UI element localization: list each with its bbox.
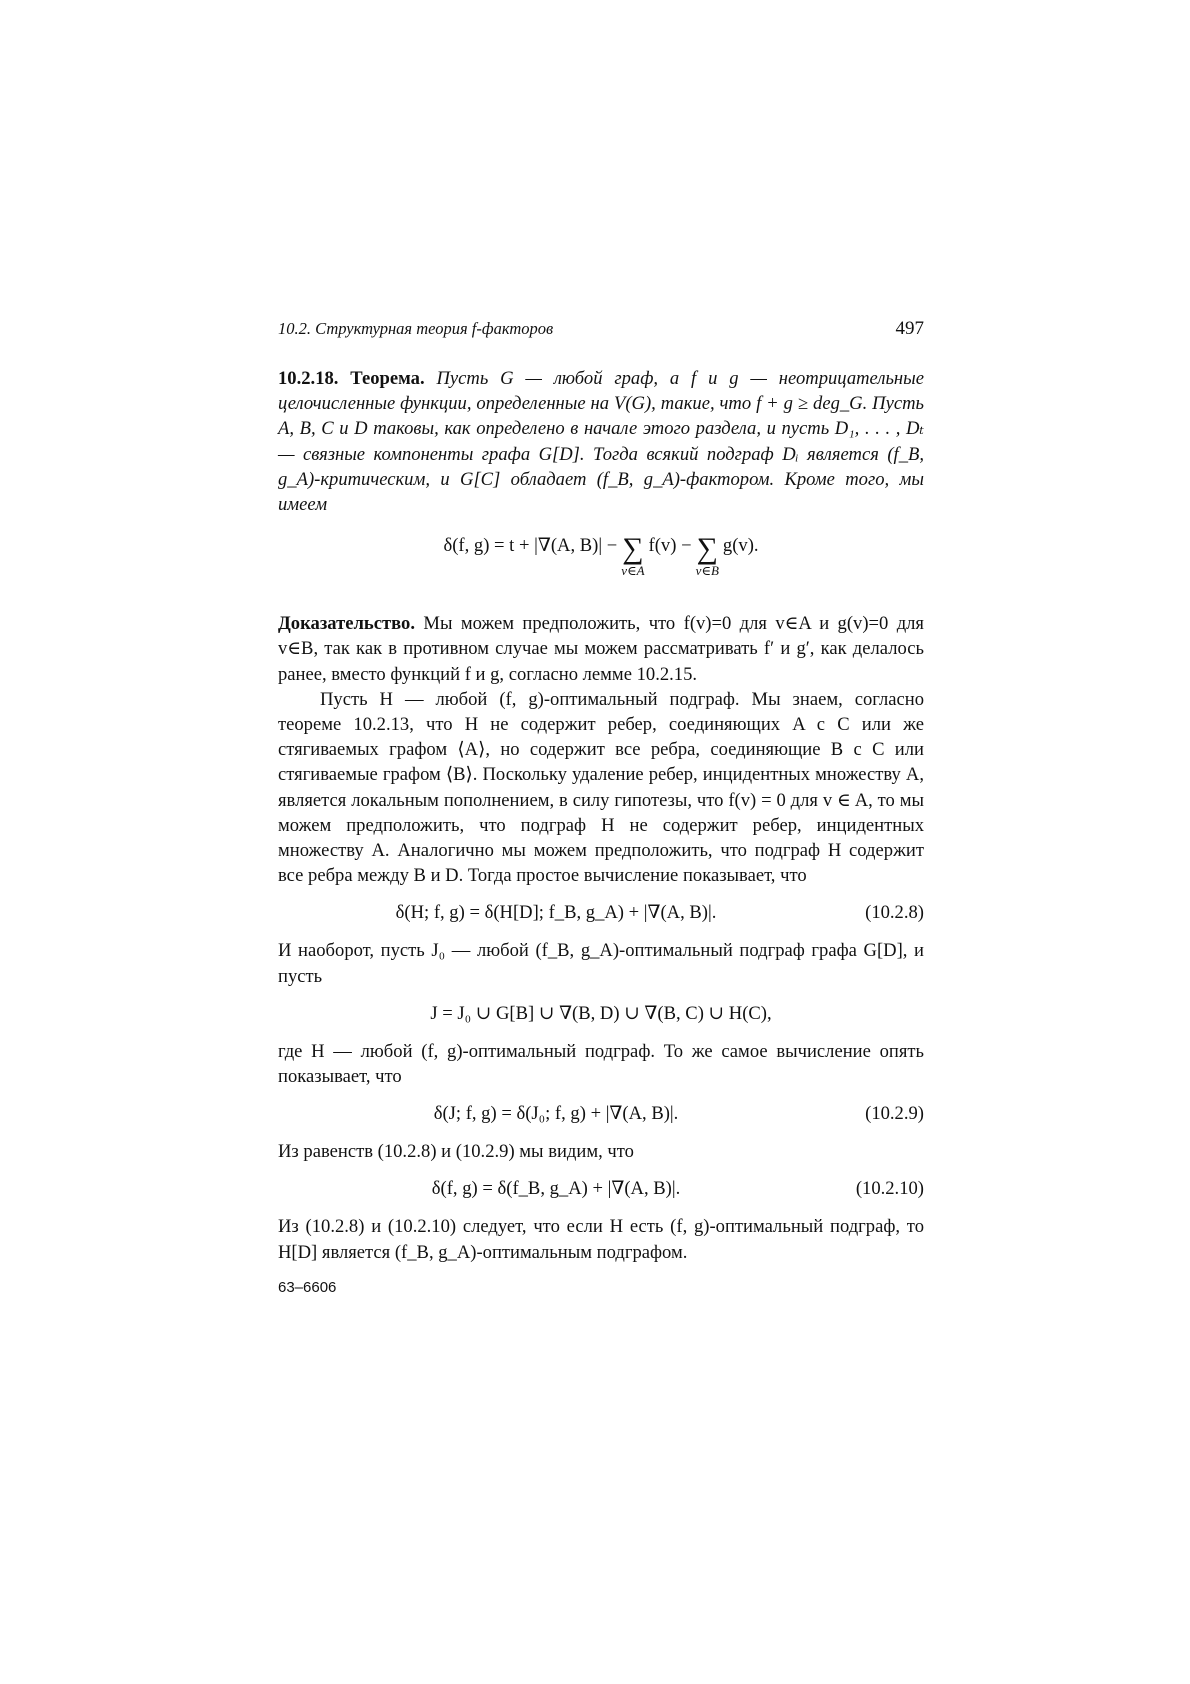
proof-text-1: Мы можем предположить, что f(v)=0 для v∈A и g(v)=0 для v∈B, так как в противном случае мы можем рассматривать f′ и g′, как делалось ранее, вместо функций f и g, согласно лемме 10.2.15. [278,613,924,685]
equation-body: δ(J; f, g) = δ(J₀; f, g) + |∇(A, B)|. [433,1103,679,1125]
equation-body: J = J₀ ∪ G[B] ∪ ∇(B, D) ∪ ∇(B, C) ∪ H(C), [430,1002,772,1024]
equation-10-2-10 [278,1178,924,1200]
equation-body: δ(f, g) = δ(f_B, g_A) + |∇(A, B)|. [431,1178,681,1200]
sum-operator-b [695,532,719,579]
formula-middle: f(v) − [648,535,692,557]
theorem-label: 10.2.18. Теорема. [278,368,425,389]
page-body [278,318,924,1296]
sum-operator-a [621,532,645,579]
equation-number: (10.2.9) [865,1103,924,1125]
proof-paragraph-6: Из (10.2.8) и (10.2.10) следует, что если H есть (f, g)-оптимальный подграф, то H[D] является (f_B, g_A)-оптимальным подграфом. [278,1216,924,1263]
theorem-text: Пусть G — любой граф, а f и g — неотрицательные целочисленные функции, определенные на V(G), такие, что f + g ≥ deg_G. Пусть A, B, C и D таковы, как определено в начале этого раздела, и пусть D₁, . . . , Dₜ — связные компоненты графа G[D]. Тогда всякий подграф Dᵢ является (f_B, g_A)-критическим, и G[C] обладает (f_B, g_A)-фактором. Кроме того, мы имеем [278,368,924,516]
proof-paragraph-3: И наоборот, пусть J₀ — любой (f_B, g_A)-оптимальный подграф графа G[D], и пусть [278,940,924,987]
running-head-title: 10.2. Структурная теория f-факторов [278,319,554,338]
running-head [278,318,924,340]
equation-10-2-8 [278,902,924,924]
formula-right: g(v). [722,535,759,557]
proof-paragraph-1 [278,611,924,687]
proof-paragraph-2: Пусть H — любой (f, g)-оптимальный подграф. Мы знаем, согласно теореме 10.2.13, что H не содержит ребер, соединяющих A с C или же стягиваемых графом ⟨A⟩, но содержит все ребра, соединяющие B с C или стягиваемые графом ⟨B⟩. Поскольку удаление ребер, инцидентных множеству A, является локальным пополнением, в силу гипотезы, что f(v) = 0 для v ∈ A, то мы можем предположить, что подграф H не содержит ребер, инцидентных множеству A. Аналогично мы можем предположить, что подграф H содержит все ребра между B и D. Тогда простое вычисление показывает, что [278,688,924,887]
equation-number: (10.2.8) [865,902,924,924]
sum-subscript: v∈B [695,563,719,579]
signature-code: 63–6606 [278,1278,337,1296]
proof-paragraph-5: Из равенств (10.2.8) и (10.2.9) мы видим, что [278,1141,634,1163]
proof-paragraph-4: где H — любой (f, g)-оптимальный подграф. То же самое вычисление опять показывает, что [278,1040,924,1088]
proof-label: Доказательство. [278,613,416,635]
equation-10-2-9 [278,1103,924,1125]
equation-j-definition [278,1003,924,1025]
sum-symbol: ∑ [696,532,718,566]
equation-number: (10.2.10) [855,1178,924,1200]
sum-subscript: v∈A [621,563,645,579]
theorem-formula [278,532,924,579]
formula-left: δ(f, g) = t + |∇(A, B)| − [443,535,618,557]
page-number: 497 [895,318,924,339]
sum-symbol: ∑ [622,532,644,566]
equation-body: δ(H; f, g) = δ(H[D]; f_B, g_A) + |∇(A, B)|. [395,902,717,924]
theorem-paragraph [278,366,924,517]
